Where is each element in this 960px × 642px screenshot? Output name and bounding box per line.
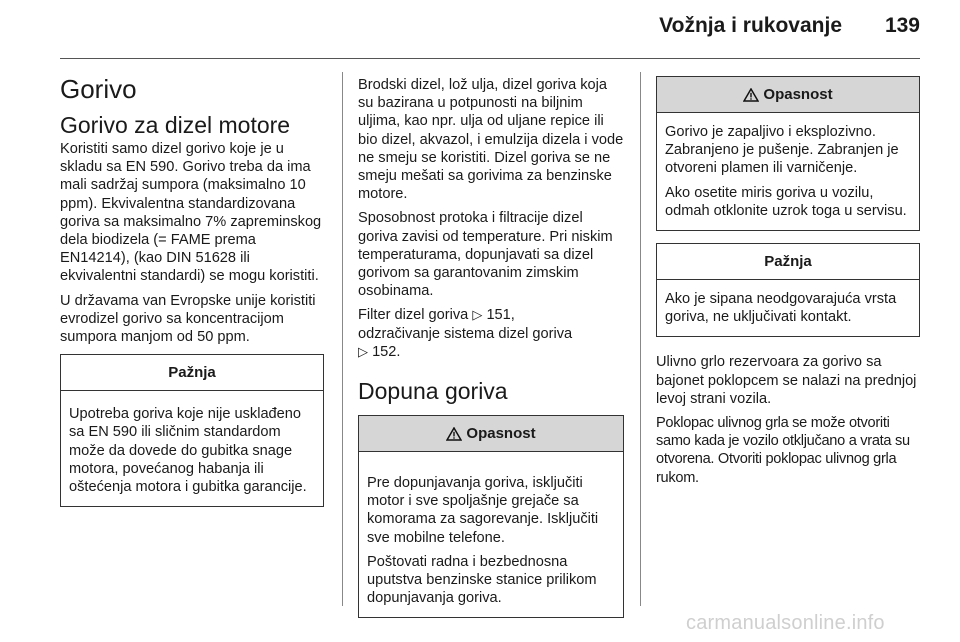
watermark: carmanualsonline.info	[686, 612, 885, 634]
reference-text: odzračivanje sistema dizel goriva	[358, 325, 573, 342]
danger-text: Poštovati radna i bezbednosna uputstva benzinske stanice prilikom dopunjavanja goriva.	[367, 553, 597, 607]
reference-text: Filter dizel goriva	[358, 307, 469, 324]
subsection-title-dizel: Gorivo za dizel motore	[60, 112, 291, 138]
column-1	[60, 64, 324, 515]
notice-box	[60, 354, 324, 507]
danger-text: Pre dopunjavanja goriva, isključiti motor i sve spoljašnje grejače sa komorama za sagorevanje. Isključiti sve mobilne telefone.	[367, 475, 599, 546]
danger-body	[359, 452, 623, 617]
notice-body	[61, 391, 323, 506]
danger-title-bar	[657, 77, 919, 113]
notice-title: Pažnja	[61, 355, 323, 391]
danger-title: Opasnost	[763, 86, 833, 103]
column-divider-1	[342, 72, 343, 606]
warning-triangle-icon	[446, 427, 462, 441]
column-divider-2	[640, 72, 641, 606]
danger-text: Gorivo je zapaljivo i eksplozivno. Zabranjeno je pušenje. Zabranjen je otvoreni plamen ili varničenje.	[665, 124, 899, 177]
notice-text: Upotreba goriva koje nije usklađeno sa EN 590 ili sličnim standardom može da dovede do gubitka snage motora, povećanog habanja ili oštećenja motora i gubitka garancije.	[69, 406, 307, 496]
page-header	[60, 14, 920, 46]
section-title-dopuna: Dopuna goriva	[358, 378, 508, 405]
section-title-gorivo: Gorivo	[60, 74, 137, 104]
reference-page[interactable]: 152.	[372, 343, 401, 360]
paragraph: U državama van Evropske unije koristiti evrodizel gorivo sa koncentracijom sumpora manjom od 50 ppm.	[60, 292, 316, 346]
header-title: Vožnja i rukovanje	[659, 14, 842, 37]
paragraph: Koristiti samo dizel gorivo koje je u skladu sa EN 590. Gorivo treba da ima mali sadržaj sumpora (maksimalno 10 ppm). Ekvivalentna standardizovana goriva sa maksimalno 7% zapreminskog dela biodizela (= FAME prema EN14214), (kao DIN 51628 ili ekvivalentni standardi) se mogu koristiti.	[60, 141, 322, 285]
paragraph: Brodski dizel, lož ulja, dizel goriva koja su bazirana u potpunosti na biljnim uljima, kao npr. ulja od uljane repice ili bio dizel, akvazol, i emulzija dizela i vode ne smeju se koristiti. Dizel goriva se ne smeju mešati sa gorivima za benzinske motore.	[358, 77, 624, 203]
paragraph: Sposobnost protoka i filtracije dizel goriva zavisi od temperature. Pri niskim temperaturama, dopunjavati sa dizel gorivom sa garantovanim zimskim osobinama.	[358, 210, 613, 300]
danger-body	[657, 113, 919, 230]
notice-title: Pažnja	[657, 244, 919, 280]
cross-reference	[358, 306, 624, 361]
column-3	[656, 64, 920, 493]
warning-triangle-icon	[743, 88, 759, 102]
notice-body	[657, 280, 919, 336]
danger-title: Opasnost	[466, 425, 536, 443]
page-number: 139	[884, 14, 920, 37]
danger-text: Ako osetite miris goriva u vozilu, odmah otklonite uzrok toga u servisu.	[665, 184, 907, 219]
column-2	[358, 64, 624, 626]
page-reference-arrow-icon: ▷	[472, 307, 483, 323]
paragraph: Poklopac ulivnog grla se može otvoriti samo kada je vozilo otključano a vrata su otvorena. Otvoriti poklopac ulivnog grla rukom.	[656, 415, 910, 486]
page-reference-arrow-icon: ▷	[358, 343, 368, 359]
header-divider	[60, 58, 920, 59]
notice-box	[656, 243, 920, 337]
reference-page[interactable]: 151,	[486, 307, 515, 324]
paragraph: Ulivno grlo rezervoara za gorivo sa bajonet poklopcem se nalazi na prednjoj levoj strani vozila.	[656, 354, 917, 407]
danger-box	[656, 76, 920, 231]
notice-text: Ako je sipana neodgovarajuća vrsta goriva, ne uključivati kontakt.	[665, 291, 897, 326]
danger-title-bar	[359, 416, 623, 452]
danger-box	[358, 415, 624, 618]
